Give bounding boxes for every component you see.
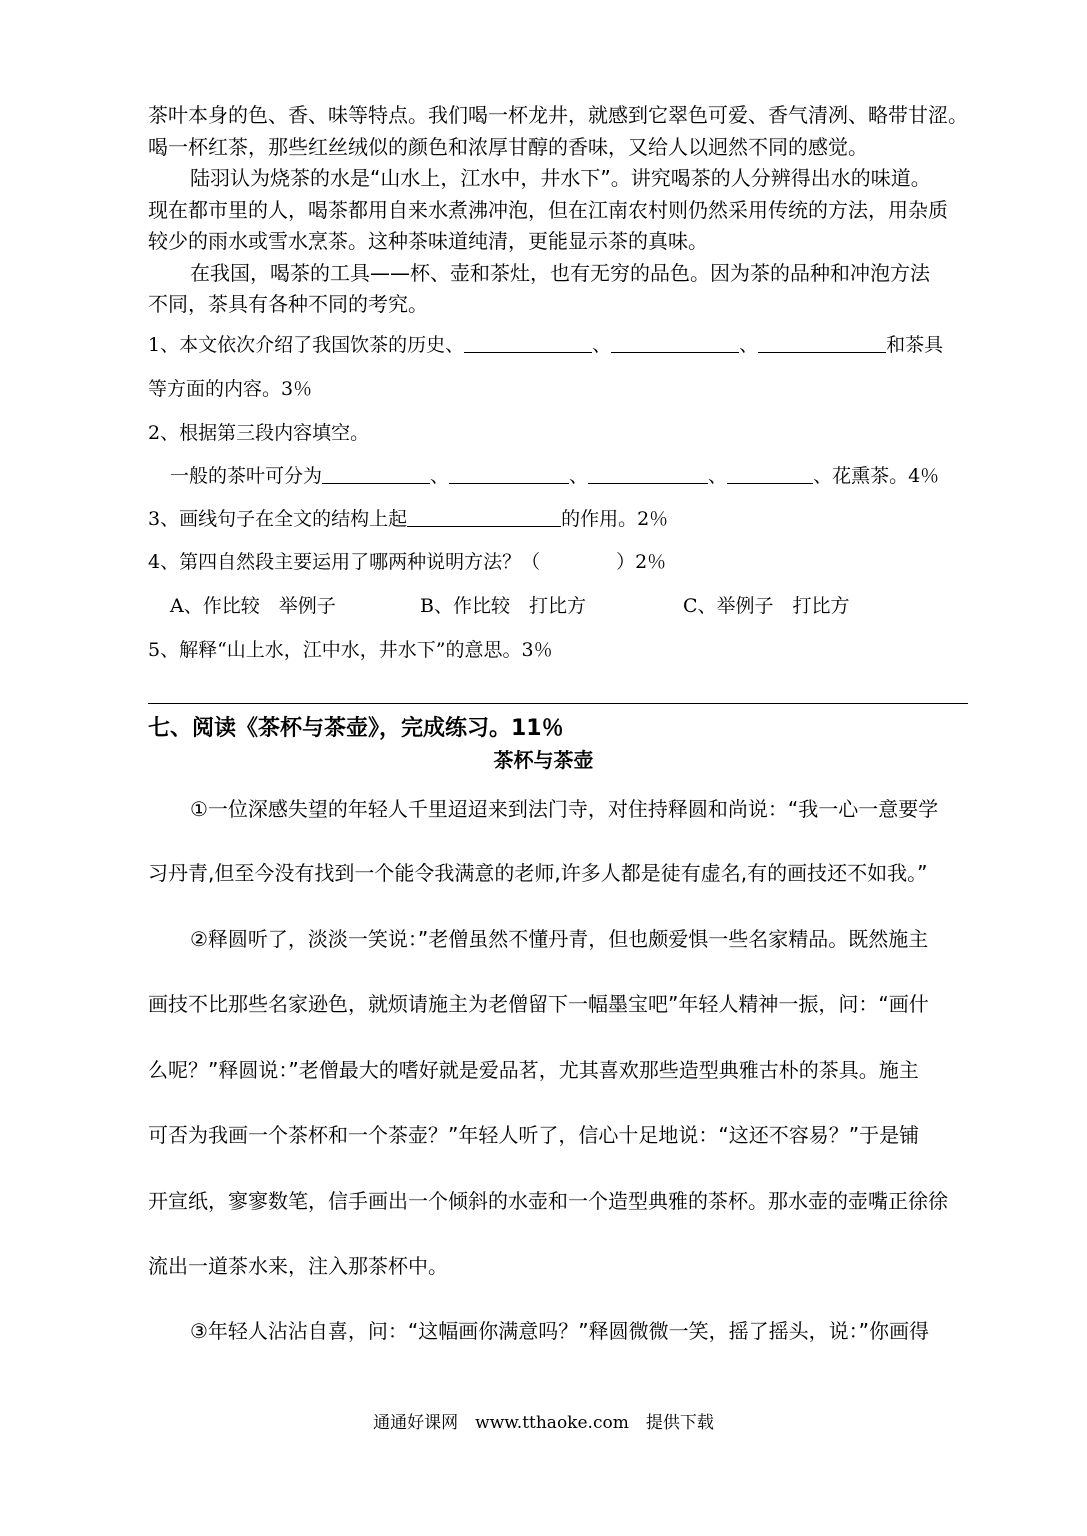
story-line-6: 可否为我画一个茶杯和一个茶壶？”年轻人听了，信心十足地说：“这还不容易？”于是铺 — [148, 1123, 920, 1147]
passage-line-6: 在我国，喝茶的工具——杯、壶和茶灶，也有无穷的品色。因为茶的品种和冲泡方法 — [190, 261, 930, 285]
passage-line-2: 喝一杯红茶，那些红丝绒似的颜色和浓厚甘醇的香味，又给人以迥然不同的感觉。 — [148, 135, 868, 159]
story-title: 茶杯与茶壶 — [493, 748, 594, 772]
answer-line[interactable] — [148, 703, 968, 704]
separator: 、 — [430, 465, 450, 487]
question-2: 2、根据第三段内容填空。 — [148, 422, 370, 444]
answer-blank[interactable] — [407, 506, 561, 527]
page-footer: 通通好课网 www.tthaoke.com 提供下载 — [373, 1413, 714, 1433]
question-3-prompt: 3、画线句子在全文的结构上起 — [148, 508, 408, 530]
question-2-end: 、花熏茶。4％ — [813, 465, 940, 487]
story-line-1: ①一位深感失望的年轻人千里迢迢来到法门寺，对住持释圆和尚说：“我一心一意要学 — [190, 797, 939, 821]
question-3 — [148, 505, 668, 533]
story-line-8: 流出一道茶水来，注入那茶杯中。 — [148, 1254, 448, 1278]
question-3-end: 的作用。2％ — [561, 508, 669, 530]
passage-line-3: 陆羽认为烧茶的水是“山水上，江水中，井水下”。讲究喝茶的人分辨得出水的味道。 — [190, 166, 931, 190]
answer-blank[interactable] — [611, 332, 739, 353]
separator: 、 — [739, 334, 759, 356]
answer-blank[interactable] — [464, 332, 592, 353]
answer-blank[interactable] — [449, 463, 569, 484]
question-2-prompt: 一般的茶叶可分为 — [170, 465, 323, 487]
passage-line-7: 不同，茶具有各种不同的考究。 — [148, 292, 428, 316]
story-line-5: 么呢？”释圆说：”老僧最大的嗜好就是爱品茗，尤其喜欢那些造型典雅古朴的茶具。施主 — [148, 1058, 919, 1082]
question-1-line-2: 等方面的内容。3％ — [148, 378, 313, 400]
answer-blank[interactable] — [588, 463, 708, 484]
question-4-option-b: B、作比较 打比方 — [420, 595, 586, 617]
question-2-sub — [170, 462, 939, 490]
separator: 、 — [708, 465, 728, 487]
answer-blank[interactable] — [758, 332, 886, 353]
story-line-3: ②释圆听了，淡淡一笑说：”老僧虽然不懂丹青，但也颇爱惧一些名家精品。既然施主 — [190, 927, 929, 951]
passage-line-4: 现在都市里的人，喝茶都用自来水煮沸冲泡，但在江南农村则仍然采用传统的方法，用杂质 — [148, 198, 948, 222]
answer-blank[interactable] — [322, 463, 430, 484]
passage-line-5: 较少的雨水或雪水烹茶。这种茶味道纯清，更能显示茶的真味。 — [148, 229, 708, 253]
question-4-option-c: C、举例子 打比方 — [683, 595, 850, 617]
question-5: 5、解释“山上水，江中水，井水下”的意思。3％ — [148, 639, 553, 661]
separator: 、 — [569, 465, 589, 487]
question-4-option-a: A、作比较 举例子 — [170, 595, 336, 617]
question-4: 4、第四自然段主要运用了哪两种说明方法？（ ）2％ — [148, 551, 667, 573]
question-1 — [148, 331, 943, 359]
answer-blank[interactable] — [727, 463, 813, 484]
story-line-2: 习丹青,但至今没有找到一个能令我满意的老师,许多人都是徒有虚名,有的画技还不如我。” — [148, 861, 928, 885]
story-line-4: 画技不比那些名家逊色，就烦请施主为老僧留下一幅墨宝吧”年轻人精神一振，问：“画什 — [148, 992, 929, 1016]
passage-line-1: 茶叶本身的色、香、味等特点。我们喝一杯龙井，就感到它翠色可爱、香气清冽、略带甘涩。 — [148, 103, 968, 127]
section-7-heading: 七、阅读《茶杯与茶壶》，完成练习。11％ — [148, 716, 564, 741]
separator: 、 — [592, 334, 612, 356]
story-line-7: 开宣纸，寥寥数笔，信手画出一个倾斜的水壶和一个造型典雅的茶杯。那水壶的壶嘴正徐徐 — [148, 1189, 948, 1213]
story-line-9: ③年轻人沾沾自喜，问：“这幅画你满意吗？”释圆微微一笑，摇了摇头，说：”你画得 — [190, 1319, 930, 1343]
question-1-prompt: 1、本文依次介绍了我国饮茶的历史、 — [148, 334, 465, 356]
question-1-end: 和茶具 — [886, 334, 944, 356]
